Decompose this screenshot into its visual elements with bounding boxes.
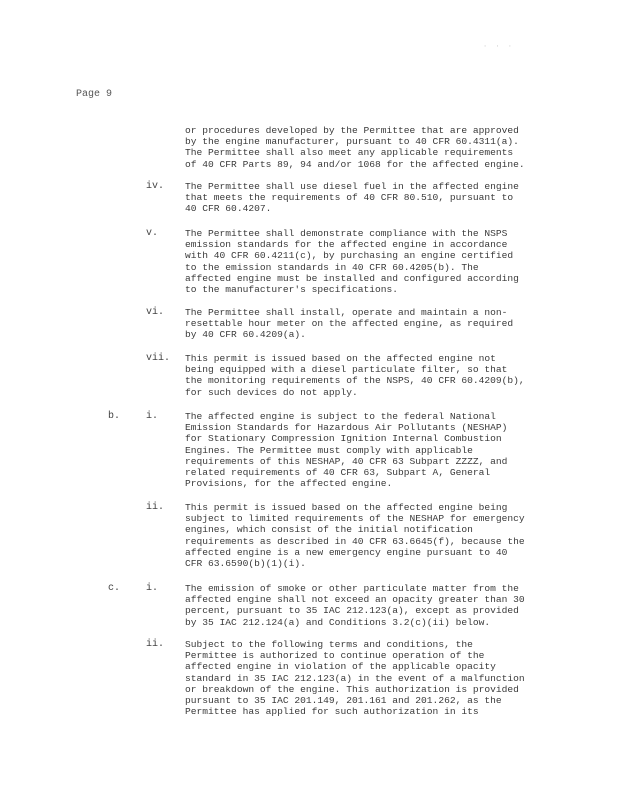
paragraph-continuation: or procedures developed by the Permittee that are approved by the engine manufacturer, pursuant to 40 CFR 60.4311(a). The Permittee shall also meet any applicable requirements of 40 CFR Parts 89, 94 and/or 1068 for the affected engine. xyxy=(185,125,525,170)
section-letter: c. xyxy=(108,583,121,594)
page-number: Page 9 xyxy=(76,89,113,100)
paragraph-b-ii: This permit is issued based on the affected engine being subject to limited requirements of the NESHAP for emergency engines, which consist of the initial notification requirements as described in 40 CFR 63.6645(f), because the affected engine is a new emergency engine pursuant to 40 CFR 63.6590(b)(1)(i). xyxy=(185,502,525,570)
item-numeral: vii. xyxy=(146,353,171,364)
item-numeral: iv. xyxy=(146,181,165,192)
corner-mark: · · · xyxy=(483,43,515,51)
item-numeral: ii. xyxy=(146,639,165,650)
paragraph-v: The Permittee shall demonstrate compliance with the NSPS emission standards for the affected engine in accordance with 40 CFR 60.4211(c), by purchasing an engine certified to the emission standards in 40 CFR 60.4205(b). The affected engine must be installed and configured according to the manufacturer's specifications. xyxy=(185,228,519,296)
paragraph-vii: This permit is issued based on the affected engine not being equipped with a diesel particulate filter, so that the monitoring requirements of the NSPS, 40 CFR 60.4209(b), for such devices do not apply. xyxy=(185,353,525,398)
item-numeral: vi. xyxy=(146,307,165,318)
item-numeral: i. xyxy=(146,583,159,594)
paragraph-b-i: The affected engine is subject to the federal National Emission Standards for Hazardous Air Pollutants (NESHAP) for Stationary Compression Ignition Internal Combustion Engines. The Permittee must comply with applicable requirements of this NESHAP, 40 CFR 63 Subpart ZZZZ, and related requirements of 40 CFR 63, Subpart A, General Provisions, for the affected engine. xyxy=(185,411,508,490)
item-numeral: ii. xyxy=(146,502,165,513)
paragraph-iv: The Permittee shall use diesel fuel in the affected engine that meets the requirements of 40 CFR 80.510, pursuant to 40 CFR 60.4207. xyxy=(185,181,519,215)
item-numeral: i. xyxy=(146,411,159,422)
paragraph-c-ii: Subject to the following terms and conditions, the Permittee is authorized to continue operation of the affected engine in violation of the applicable opacity standard in 35 IAC 212.123(a) in the event of a malfunction or breakdown of the engine. This authorization is provided pursuant to 35 IAC 201.149, 201.161 and 201.262, as the Permittee has applied for such authorization in its xyxy=(185,639,525,718)
item-numeral: v. xyxy=(146,228,159,239)
paragraph-c-i: The emission of smoke or other particulate matter from the affected engine shall not exceed an opacity greater than 30 percent, pursuant to 35 IAC 212.123(a), except as provided by 35 IAC 212.124(a) and Conditions 3.2(c)(ii) below. xyxy=(185,583,525,628)
paragraph-vi: The Permittee shall install, operate and maintain a non- resettable hour meter on the affected engine, as required by 40 CFR 60.4209(a). xyxy=(185,307,514,341)
section-letter: b. xyxy=(108,411,121,422)
